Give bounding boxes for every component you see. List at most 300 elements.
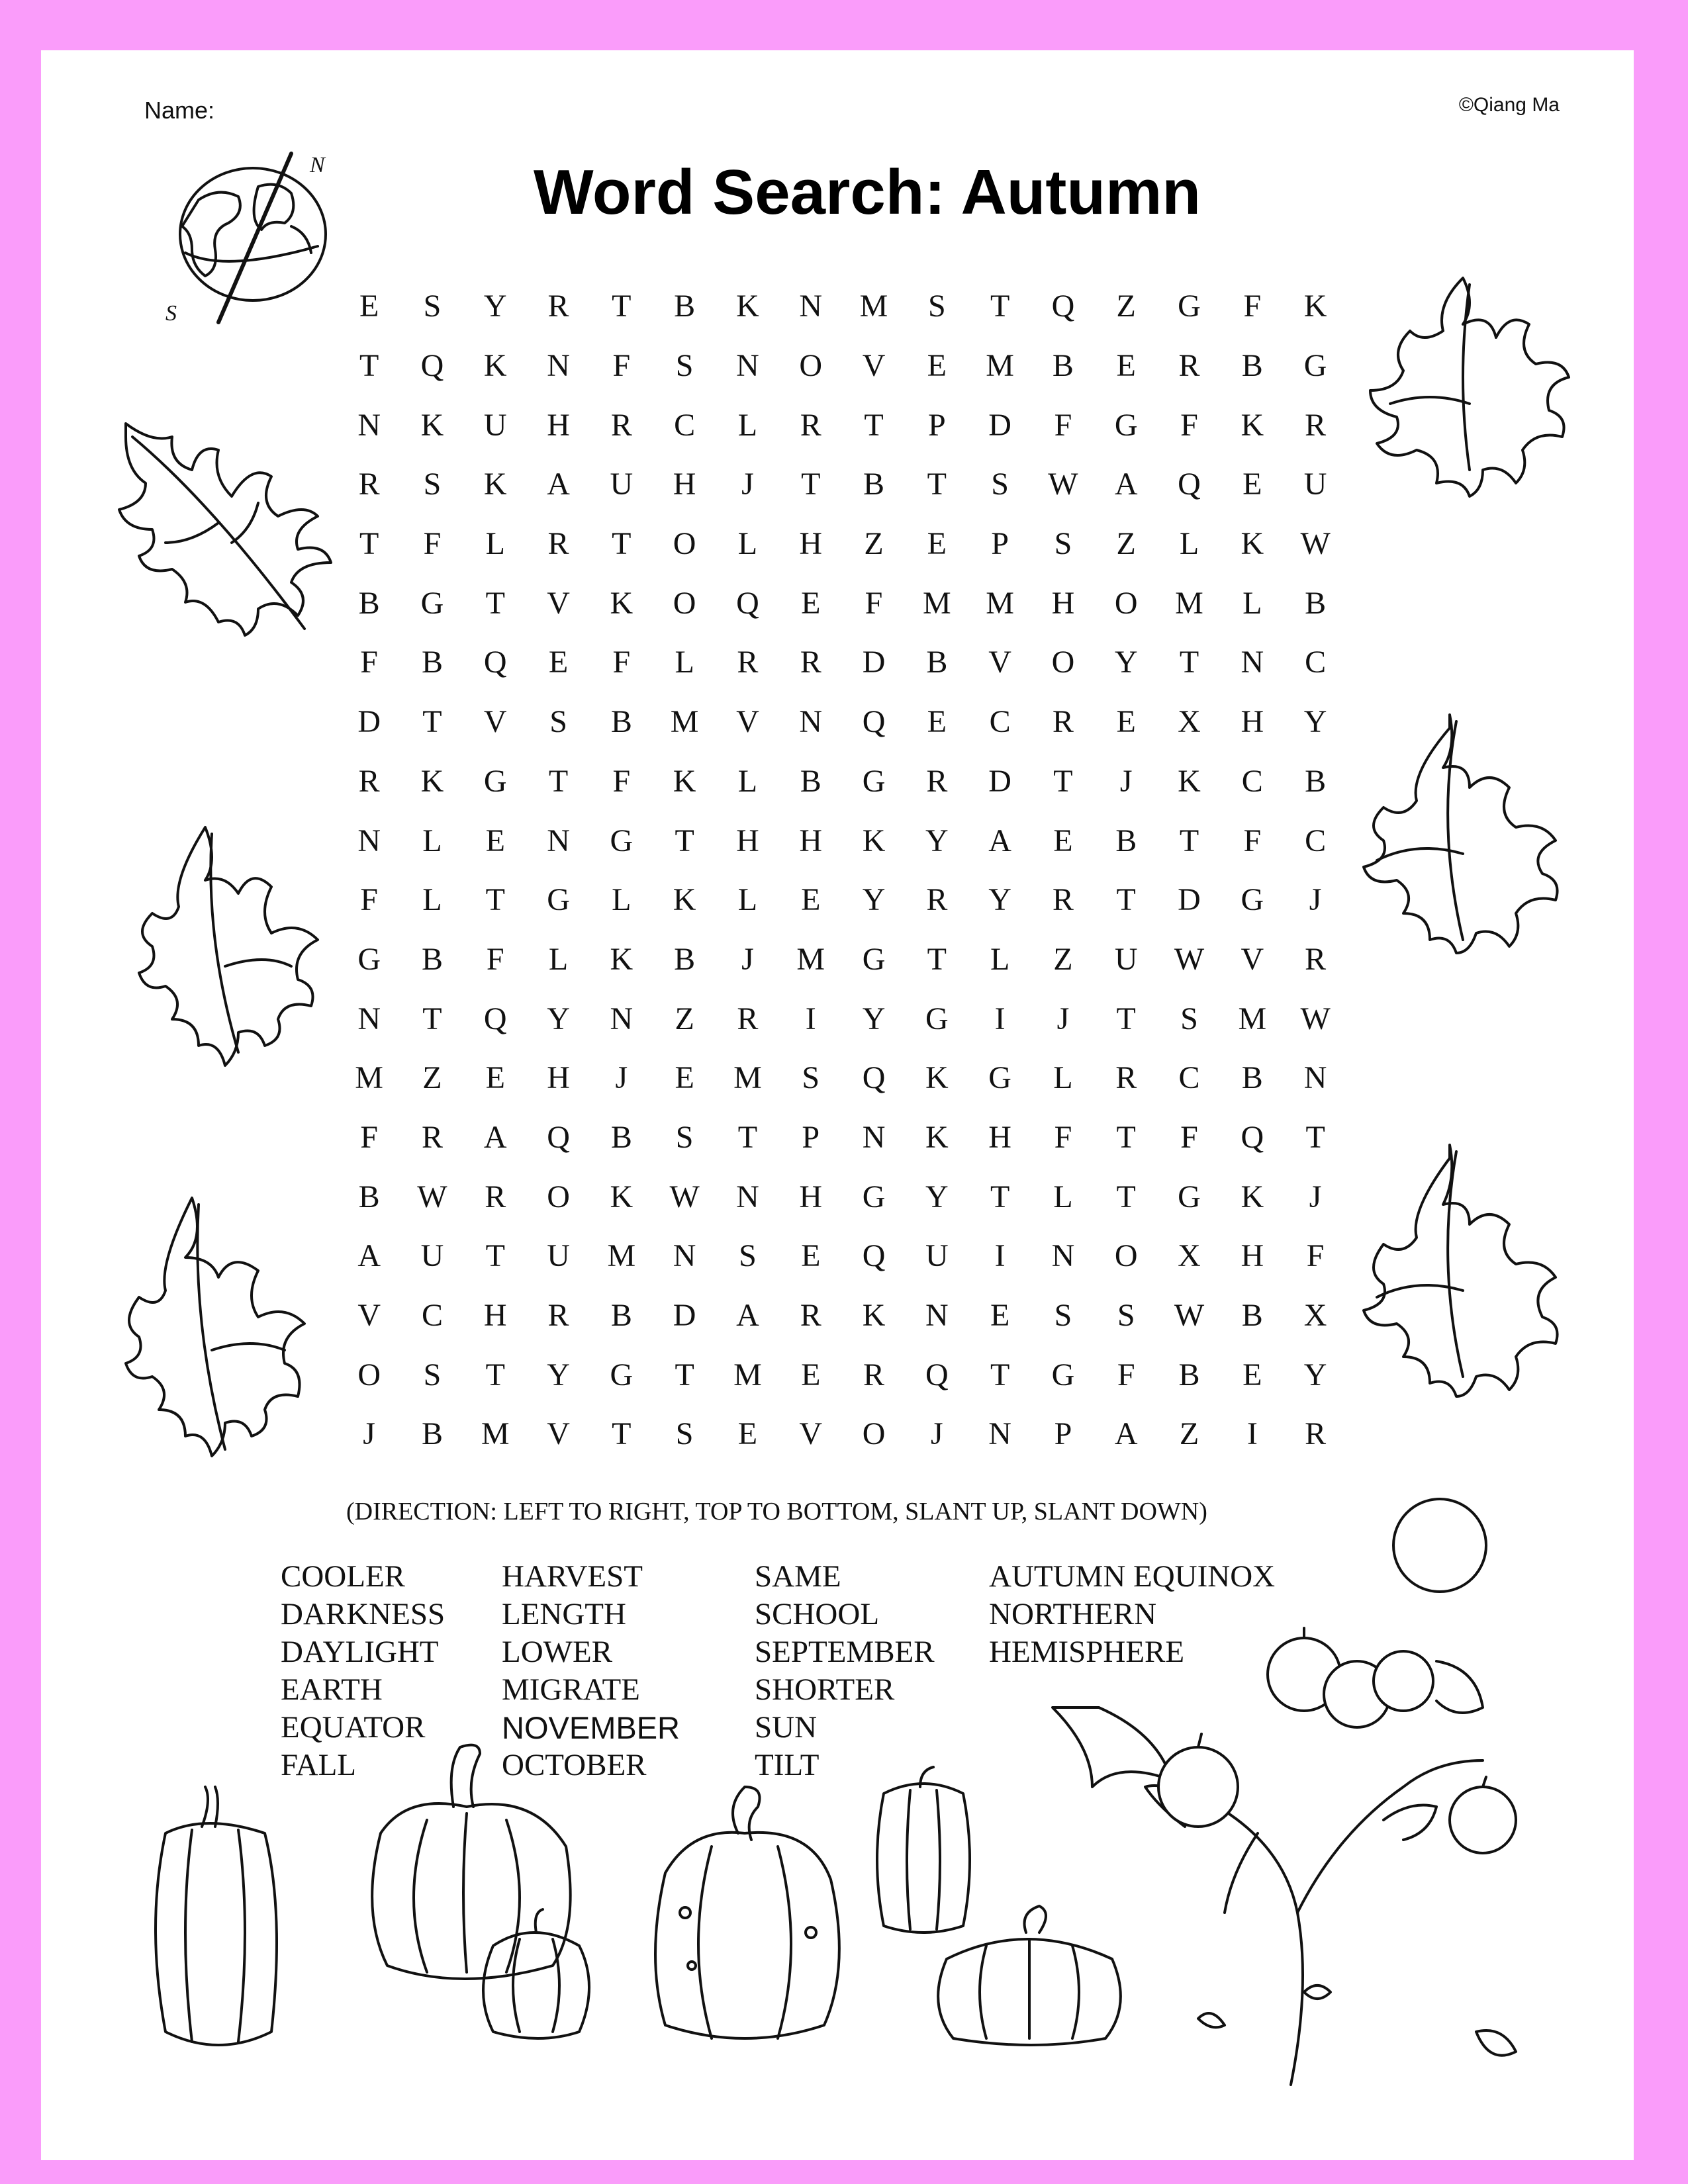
grid-letter[interactable]: H: [799, 1179, 823, 1214]
grid-letter[interactable]: P: [991, 526, 1009, 562]
grid-letter[interactable]: E: [548, 645, 569, 680]
grid-letter[interactable]: Y: [862, 1001, 886, 1036]
grid-letter[interactable]: J: [1119, 763, 1133, 799]
grid-letter[interactable]: T: [485, 1357, 505, 1392]
grid-letter[interactable]: B: [421, 1416, 443, 1452]
grid-letter[interactable]: F: [1306, 1238, 1325, 1274]
grid-letter[interactable]: O: [673, 585, 696, 621]
grid-letter[interactable]: T: [927, 467, 947, 502]
grid-letter[interactable]: R: [485, 1179, 506, 1214]
grid-letter[interactable]: P: [927, 407, 946, 443]
grid-letter[interactable]: G: [925, 1001, 949, 1036]
grid-letter[interactable]: F: [360, 645, 378, 680]
grid-letter[interactable]: G: [862, 1179, 886, 1214]
grid-letter[interactable]: T: [485, 1238, 505, 1274]
grid-letter[interactable]: Y: [547, 1001, 570, 1036]
grid-letter[interactable]: R: [358, 467, 380, 502]
grid-letter[interactable]: O: [673, 526, 696, 562]
grid-letter[interactable]: Z: [864, 526, 884, 562]
grid-letter[interactable]: N: [988, 1416, 1011, 1452]
grid-letter[interactable]: Y: [862, 882, 886, 918]
grid-letter[interactable]: L: [1053, 1060, 1073, 1096]
grid-letter[interactable]: N: [357, 823, 381, 858]
grid-letter[interactable]: J: [615, 1060, 628, 1096]
grid-letter[interactable]: R: [926, 882, 948, 918]
grid-letter[interactable]: T: [422, 704, 442, 740]
grid-letter[interactable]: K: [483, 467, 507, 502]
grid-letter[interactable]: B: [421, 941, 443, 977]
grid-letter[interactable]: G: [357, 941, 381, 977]
grid-letter[interactable]: B: [863, 467, 885, 502]
grid-letter[interactable]: G: [1241, 882, 1264, 918]
grid-letter[interactable]: B: [1241, 348, 1263, 384]
grid-letter[interactable]: M: [859, 289, 888, 324]
grid-letter[interactable]: R: [547, 526, 569, 562]
grid-letter[interactable]: B: [358, 585, 380, 621]
grid-letter[interactable]: K: [1303, 289, 1327, 324]
grid-letter[interactable]: S: [549, 704, 567, 740]
grid-letter[interactable]: O: [547, 1179, 570, 1214]
grid-letter[interactable]: G: [1051, 1357, 1075, 1392]
grid-letter[interactable]: V: [862, 348, 886, 384]
grid-letter[interactable]: T: [990, 1179, 1010, 1214]
grid-letter[interactable]: G: [610, 823, 633, 858]
grid-letter[interactable]: D: [988, 407, 1011, 443]
grid-letter[interactable]: W: [1300, 1001, 1331, 1036]
grid-letter[interactable]: Q: [1178, 467, 1201, 502]
grid-letter[interactable]: H: [799, 526, 823, 562]
grid-letter[interactable]: L: [737, 763, 758, 799]
grid-letter[interactable]: G: [1114, 407, 1138, 443]
grid-letter[interactable]: U: [547, 1238, 570, 1274]
grid-letter[interactable]: V: [988, 645, 1011, 680]
grid-letter[interactable]: J: [741, 941, 754, 977]
grid-letter[interactable]: W: [417, 1179, 447, 1214]
grid-letter[interactable]: V: [799, 1416, 823, 1452]
grid-letter[interactable]: L: [675, 645, 694, 680]
grid-letter[interactable]: Z: [1116, 289, 1136, 324]
grid-letter[interactable]: W: [1300, 526, 1331, 562]
grid-letter[interactable]: R: [800, 407, 821, 443]
grid-letter[interactable]: B: [358, 1179, 380, 1214]
grid-letter[interactable]: R: [800, 645, 821, 680]
grid-letter[interactable]: Q: [483, 1001, 507, 1036]
grid-letter[interactable]: E: [1116, 704, 1136, 740]
grid-letter[interactable]: G: [1178, 1179, 1201, 1214]
grid-letter[interactable]: A: [547, 467, 570, 502]
grid-letter[interactable]: N: [1051, 1238, 1075, 1274]
grid-letter[interactable]: H: [988, 1119, 1011, 1155]
grid-letter[interactable]: M: [733, 1357, 762, 1392]
grid-letter[interactable]: R: [1052, 704, 1074, 740]
grid-letter[interactable]: G: [862, 941, 886, 977]
grid-letter[interactable]: T: [1053, 763, 1073, 799]
grid-letter[interactable]: W: [1174, 1298, 1205, 1334]
grid-letter[interactable]: H: [547, 407, 570, 443]
grid-letter[interactable]: E: [1116, 348, 1136, 384]
grid-letter[interactable]: L: [485, 526, 505, 562]
grid-letter[interactable]: T: [548, 763, 569, 799]
grid-letter[interactable]: E: [1053, 823, 1073, 858]
grid-letter[interactable]: S: [1054, 1298, 1072, 1334]
grid-letter[interactable]: T: [737, 1119, 758, 1155]
grid-letter[interactable]: G: [547, 882, 570, 918]
grid-letter[interactable]: G: [420, 585, 444, 621]
grid-letter[interactable]: X: [1178, 704, 1201, 740]
grid-letter[interactable]: Z: [1053, 941, 1073, 977]
grid-letter[interactable]: R: [737, 1001, 759, 1036]
grid-letter[interactable]: C: [421, 1298, 443, 1334]
grid-letter[interactable]: L: [990, 941, 1010, 977]
grid-letter[interactable]: C: [989, 704, 1011, 740]
grid-letter[interactable]: Y: [1303, 1357, 1327, 1392]
grid-letter[interactable]: L: [1053, 1179, 1073, 1214]
grid-letter[interactable]: M: [607, 1238, 636, 1274]
grid-letter[interactable]: T: [675, 1357, 694, 1392]
grid-letter[interactable]: X: [1178, 1238, 1201, 1274]
grid-letter[interactable]: B: [1052, 348, 1074, 384]
grid-letter[interactable]: J: [1309, 882, 1322, 918]
grid-letter[interactable]: V: [1241, 941, 1264, 977]
grid-letter[interactable]: B: [1241, 1060, 1263, 1096]
grid-letter[interactable]: U: [925, 1238, 949, 1274]
grid-letter[interactable]: W: [669, 1179, 700, 1214]
grid-letter[interactable]: R: [1115, 1060, 1137, 1096]
grid-letter[interactable]: B: [610, 704, 632, 740]
grid-letter[interactable]: Q: [925, 1357, 949, 1392]
grid-letter[interactable]: B: [1178, 1357, 1200, 1392]
grid-letter[interactable]: L: [737, 882, 758, 918]
grid-letter[interactable]: C: [1178, 1060, 1200, 1096]
grid-letter[interactable]: W: [1048, 467, 1078, 502]
grid-letter[interactable]: M: [481, 1416, 510, 1452]
grid-letter[interactable]: Q: [1241, 1119, 1264, 1155]
grid-letter[interactable]: M: [1175, 585, 1203, 621]
grid-letter[interactable]: T: [359, 348, 379, 384]
grid-letter[interactable]: R: [926, 763, 948, 799]
grid-letter[interactable]: L: [612, 882, 632, 918]
grid-letter[interactable]: E: [675, 1060, 694, 1096]
grid-letter[interactable]: T: [485, 585, 505, 621]
grid-letter[interactable]: S: [675, 348, 694, 384]
grid-letter[interactable]: O: [862, 1416, 886, 1452]
grid-letter[interactable]: F: [1180, 407, 1198, 443]
grid-letter[interactable]: G: [988, 1060, 1011, 1096]
grid-letter[interactable]: F: [360, 882, 378, 918]
grid-letter[interactable]: M: [796, 941, 825, 977]
grid-letter[interactable]: Y: [925, 1179, 949, 1214]
grid-letter[interactable]: K: [1178, 763, 1201, 799]
grid-letter[interactable]: D: [862, 645, 886, 680]
grid-letter[interactable]: E: [801, 585, 821, 621]
grid-letter[interactable]: F: [1054, 1119, 1072, 1155]
grid-letter[interactable]: C: [674, 407, 696, 443]
grid-letter[interactable]: Q: [736, 585, 759, 621]
grid-letter[interactable]: S: [802, 1060, 820, 1096]
grid-letter[interactable]: L: [422, 882, 442, 918]
grid-letter[interactable]: S: [1054, 526, 1072, 562]
grid-letter[interactable]: Y: [1303, 704, 1327, 740]
grid-letter[interactable]: R: [1052, 882, 1074, 918]
grid-letter[interactable]: F: [1117, 1357, 1135, 1392]
grid-letter[interactable]: K: [483, 348, 507, 384]
grid-letter[interactable]: E: [1243, 1357, 1262, 1392]
grid-letter[interactable]: H: [483, 1298, 507, 1334]
grid-letter[interactable]: L: [548, 941, 569, 977]
grid-letter[interactable]: E: [485, 823, 505, 858]
grid-letter[interactable]: K: [925, 1060, 949, 1096]
grid-letter[interactable]: E: [990, 1298, 1010, 1334]
grid-letter[interactable]: L: [422, 823, 442, 858]
grid-letter[interactable]: G: [610, 1357, 633, 1392]
grid-letter[interactable]: I: [805, 1001, 816, 1036]
grid-letter[interactable]: Y: [547, 1357, 570, 1392]
grid-letter[interactable]: T: [612, 1416, 632, 1452]
grid-letter[interactable]: E: [485, 1060, 505, 1096]
grid-letter[interactable]: O: [1114, 585, 1138, 621]
grid-letter[interactable]: B: [610, 1298, 632, 1334]
grid-letter[interactable]: S: [675, 1119, 694, 1155]
grid-letter[interactable]: T: [927, 941, 947, 977]
grid-letter[interactable]: W: [1174, 941, 1205, 977]
grid-letter[interactable]: F: [612, 645, 631, 680]
grid-letter[interactable]: L: [737, 407, 758, 443]
grid-letter[interactable]: A: [736, 1298, 759, 1334]
grid-letter[interactable]: O: [799, 348, 823, 384]
grid-letter[interactable]: A: [483, 1119, 507, 1155]
grid-letter[interactable]: R: [1178, 348, 1200, 384]
grid-letter[interactable]: Q: [1051, 289, 1075, 324]
grid-letter[interactable]: D: [1178, 882, 1201, 918]
grid-letter[interactable]: U: [420, 1238, 444, 1274]
grid-letter[interactable]: K: [610, 1179, 633, 1214]
grid-letter[interactable]: K: [420, 763, 444, 799]
grid-letter[interactable]: H: [1051, 585, 1075, 621]
grid-letter[interactable]: F: [360, 1119, 378, 1155]
grid-letter[interactable]: L: [1243, 585, 1262, 621]
grid-letter[interactable]: O: [1114, 1238, 1138, 1274]
grid-letter[interactable]: T: [1116, 1119, 1136, 1155]
word-search-grid[interactable]: [338, 277, 1331, 1464]
grid-letter[interactable]: T: [675, 823, 694, 858]
grid-letter[interactable]: N: [736, 1179, 759, 1214]
grid-letter[interactable]: S: [1180, 1001, 1198, 1036]
grid-letter[interactable]: N: [925, 1298, 949, 1334]
grid-letter[interactable]: U: [483, 407, 507, 443]
grid-letter[interactable]: D: [673, 1298, 696, 1334]
grid-letter[interactable]: D: [988, 763, 1011, 799]
grid-letter[interactable]: N: [547, 823, 570, 858]
grid-letter[interactable]: C: [1305, 823, 1327, 858]
grid-letter[interactable]: T: [990, 1357, 1010, 1392]
grid-letter[interactable]: Q: [862, 1060, 886, 1096]
grid-letter[interactable]: D: [357, 704, 381, 740]
grid-letter[interactable]: I: [1246, 1416, 1258, 1452]
grid-letter[interactable]: F: [612, 763, 631, 799]
grid-letter[interactable]: J: [930, 1416, 943, 1452]
grid-letter[interactable]: R: [1305, 1416, 1327, 1452]
grid-letter[interactable]: K: [420, 407, 444, 443]
grid-letter[interactable]: T: [485, 882, 505, 918]
grid-letter[interactable]: H: [799, 823, 823, 858]
grid-letter[interactable]: U: [1114, 941, 1138, 977]
grid-letter[interactable]: R: [1305, 407, 1327, 443]
grid-letter[interactable]: V: [736, 704, 759, 740]
grid-letter[interactable]: R: [863, 1357, 885, 1392]
grid-letter[interactable]: S: [927, 289, 946, 324]
grid-letter[interactable]: Y: [988, 882, 1011, 918]
grid-letter[interactable]: E: [359, 289, 379, 324]
grid-letter[interactable]: V: [483, 704, 507, 740]
grid-letter[interactable]: S: [675, 1416, 694, 1452]
grid-letter[interactable]: L: [737, 526, 758, 562]
grid-letter[interactable]: M: [355, 1060, 383, 1096]
grid-letter[interactable]: Q: [862, 704, 886, 740]
grid-letter[interactable]: E: [801, 1238, 821, 1274]
grid-letter[interactable]: T: [1305, 1119, 1325, 1155]
grid-letter[interactable]: Z: [675, 1001, 694, 1036]
grid-letter[interactable]: V: [357, 1298, 381, 1334]
grid-letter[interactable]: N: [357, 1001, 381, 1036]
grid-letter[interactable]: E: [801, 1357, 821, 1392]
grid-letter[interactable]: E: [737, 1416, 758, 1452]
grid-letter[interactable]: J: [1309, 1179, 1322, 1214]
grid-letter[interactable]: N: [736, 348, 759, 384]
grid-letter[interactable]: Y: [1114, 645, 1138, 680]
grid-letter[interactable]: F: [1054, 407, 1072, 443]
grid-letter[interactable]: R: [737, 645, 759, 680]
grid-letter[interactable]: H: [673, 467, 696, 502]
grid-letter[interactable]: Z: [422, 1060, 442, 1096]
grid-letter[interactable]: S: [423, 1357, 442, 1392]
grid-letter[interactable]: U: [1303, 467, 1327, 502]
grid-letter[interactable]: V: [547, 585, 570, 621]
grid-letter[interactable]: E: [801, 882, 821, 918]
grid-letter[interactable]: A: [1114, 1416, 1138, 1452]
grid-letter[interactable]: H: [1241, 704, 1264, 740]
grid-letter[interactable]: G: [1178, 289, 1201, 324]
grid-letter[interactable]: A: [1114, 467, 1138, 502]
grid-letter[interactable]: R: [358, 763, 380, 799]
grid-letter[interactable]: K: [610, 585, 633, 621]
grid-letter[interactable]: B: [674, 941, 696, 977]
grid-letter[interactable]: N: [862, 1119, 886, 1155]
grid-letter[interactable]: Z: [1179, 1416, 1199, 1452]
grid-letter[interactable]: S: [423, 467, 442, 502]
grid-letter[interactable]: T: [1116, 1179, 1136, 1214]
grid-letter[interactable]: M: [922, 585, 951, 621]
grid-letter[interactable]: E: [927, 348, 947, 384]
grid-letter[interactable]: K: [1241, 526, 1264, 562]
grid-letter[interactable]: F: [423, 526, 442, 562]
grid-letter[interactable]: Q: [483, 645, 507, 680]
grid-letter[interactable]: I: [994, 1238, 1006, 1274]
grid-letter[interactable]: N: [610, 1001, 633, 1036]
grid-letter[interactable]: G: [862, 763, 886, 799]
grid-letter[interactable]: B: [1115, 823, 1137, 858]
grid-letter[interactable]: K: [610, 941, 633, 977]
grid-letter[interactable]: N: [547, 348, 570, 384]
grid-letter[interactable]: U: [610, 467, 633, 502]
grid-letter[interactable]: T: [990, 289, 1010, 324]
grid-letter[interactable]: T: [612, 289, 632, 324]
grid-letter[interactable]: K: [862, 1298, 886, 1334]
grid-letter[interactable]: N: [1241, 645, 1264, 680]
grid-letter[interactable]: K: [673, 882, 696, 918]
grid-letter[interactable]: S: [991, 467, 1009, 502]
grid-letter[interactable]: R: [610, 407, 632, 443]
grid-letter[interactable]: A: [988, 823, 1011, 858]
grid-letter[interactable]: T: [359, 526, 379, 562]
grid-letter[interactable]: N: [673, 1238, 696, 1274]
grid-letter[interactable]: Y: [925, 823, 949, 858]
grid-letter[interactable]: O: [1051, 645, 1075, 680]
grid-letter[interactable]: J: [363, 1416, 375, 1452]
grid-letter[interactable]: S: [1117, 1298, 1135, 1334]
grid-letter[interactable]: K: [1241, 1179, 1264, 1214]
grid-letter[interactable]: E: [1243, 467, 1262, 502]
grid-letter[interactable]: Q: [862, 1238, 886, 1274]
grid-letter[interactable]: T: [1116, 882, 1136, 918]
grid-letter[interactable]: K: [736, 289, 759, 324]
grid-letter[interactable]: E: [927, 526, 947, 562]
grid-letter[interactable]: M: [733, 1060, 762, 1096]
grid-letter[interactable]: K: [862, 823, 886, 858]
grid-letter[interactable]: K: [673, 763, 696, 799]
grid-letter[interactable]: N: [357, 407, 381, 443]
grid-letter[interactable]: P: [1054, 1416, 1072, 1452]
grid-letter[interactable]: Y: [483, 289, 507, 324]
grid-letter[interactable]: G: [483, 763, 507, 799]
grid-letter[interactable]: S: [423, 289, 442, 324]
grid-letter[interactable]: G: [1303, 348, 1327, 384]
grid-letter[interactable]: C: [1305, 645, 1327, 680]
grid-letter[interactable]: T: [801, 467, 821, 502]
grid-letter[interactable]: B: [610, 1119, 632, 1155]
grid-letter[interactable]: T: [1116, 1001, 1136, 1036]
grid-letter[interactable]: M: [986, 585, 1014, 621]
grid-letter[interactable]: C: [1241, 763, 1263, 799]
grid-letter[interactable]: E: [927, 704, 947, 740]
grid-letter[interactable]: F: [1180, 1119, 1198, 1155]
grid-letter[interactable]: K: [1241, 407, 1264, 443]
grid-letter[interactable]: H: [736, 823, 759, 858]
grid-letter[interactable]: F: [612, 348, 631, 384]
grid-letter[interactable]: R: [421, 1119, 443, 1155]
grid-letter[interactable]: T: [864, 407, 884, 443]
grid-letter[interactable]: N: [1303, 1060, 1327, 1096]
grid-letter[interactable]: T: [612, 526, 632, 562]
grid-letter[interactable]: T: [1179, 645, 1199, 680]
grid-letter[interactable]: F: [486, 941, 504, 977]
grid-letter[interactable]: Z: [1116, 526, 1136, 562]
grid-letter[interactable]: F: [1243, 289, 1262, 324]
grid-letter[interactable]: M: [670, 704, 699, 740]
grid-letter[interactable]: V: [547, 1416, 570, 1452]
grid-letter[interactable]: B: [421, 645, 443, 680]
grid-letter[interactable]: M: [986, 348, 1014, 384]
grid-letter[interactable]: I: [994, 1001, 1006, 1036]
grid-letter[interactable]: Q: [420, 348, 444, 384]
grid-letter[interactable]: R: [547, 289, 569, 324]
grid-letter[interactable]: R: [1305, 941, 1327, 977]
grid-letter[interactable]: R: [800, 1298, 821, 1334]
grid-letter[interactable]: N: [799, 289, 823, 324]
grid-letter[interactable]: N: [799, 704, 823, 740]
grid-letter[interactable]: H: [1241, 1238, 1264, 1274]
grid-letter[interactable]: L: [1179, 526, 1199, 562]
grid-letter[interactable]: M: [1238, 1001, 1267, 1036]
